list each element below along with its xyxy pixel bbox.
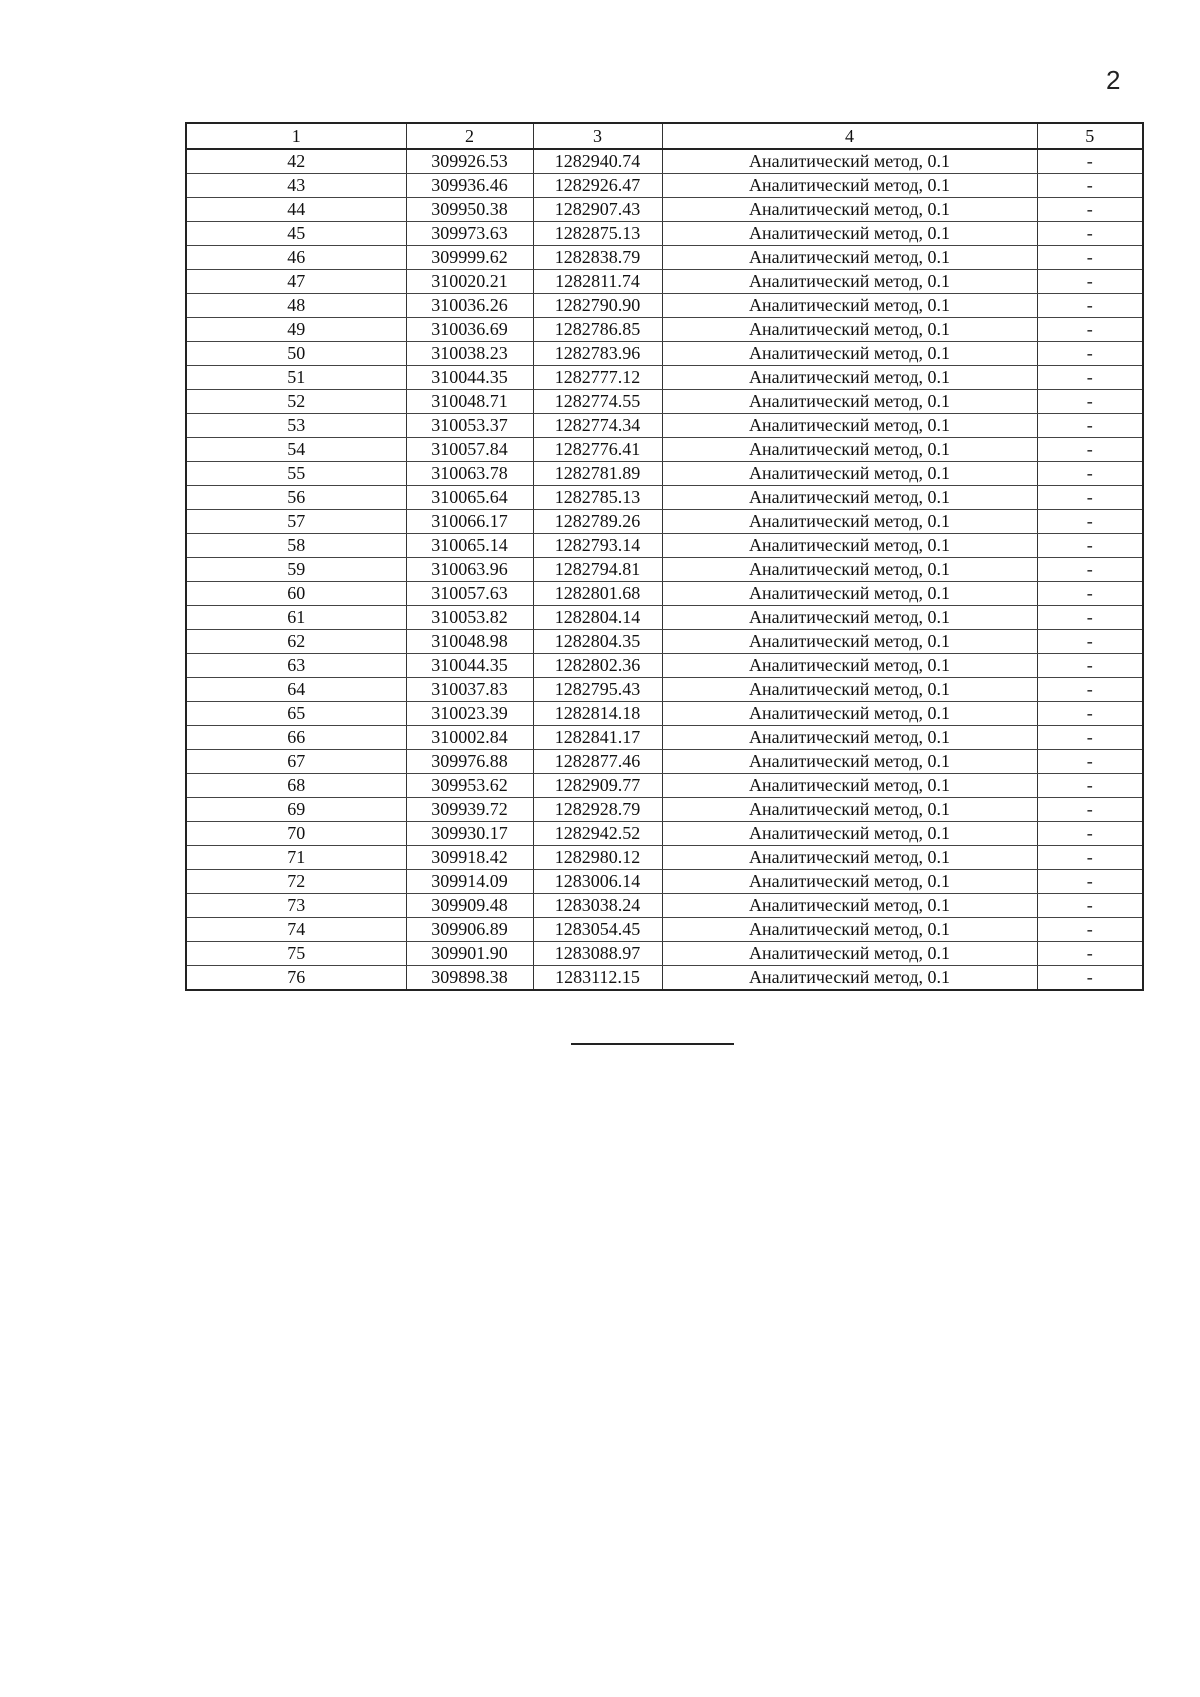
y-coordinate-cell: 1282795.43	[533, 678, 662, 702]
note-cell: -	[1037, 846, 1143, 870]
note-cell: -	[1037, 726, 1143, 750]
table-row	[186, 654, 1143, 678]
x-coordinate-cell: 309914.09	[406, 870, 533, 894]
point-number-cell: 57	[186, 510, 406, 534]
x-coordinate-cell: 310037.83	[406, 678, 533, 702]
table-row	[186, 822, 1143, 846]
note-cell: -	[1037, 702, 1143, 726]
y-coordinate-cell: 1282877.46	[533, 750, 662, 774]
method-cell: Аналитический метод, 0.1	[662, 942, 1037, 966]
y-coordinate-cell: 1282907.43	[533, 198, 662, 222]
note-cell: -	[1037, 942, 1143, 966]
y-coordinate-cell: 1283006.14	[533, 870, 662, 894]
point-number-cell: 67	[186, 750, 406, 774]
point-number-cell: 42	[186, 149, 406, 174]
y-coordinate-cell: 1282774.34	[533, 414, 662, 438]
x-coordinate-cell: 309909.48	[406, 894, 533, 918]
table-row	[186, 630, 1143, 654]
y-coordinate-cell: 1282909.77	[533, 774, 662, 798]
y-coordinate-cell: 1282804.35	[533, 630, 662, 654]
note-cell: -	[1037, 486, 1143, 510]
table-row	[186, 750, 1143, 774]
x-coordinate-cell: 310020.21	[406, 270, 533, 294]
y-coordinate-cell: 1282940.74	[533, 149, 662, 174]
table-row	[186, 438, 1143, 462]
point-number-cell: 66	[186, 726, 406, 750]
point-number-cell: 62	[186, 630, 406, 654]
column-header-5: 5	[1037, 123, 1143, 149]
method-cell: Аналитический метод, 0.1	[662, 510, 1037, 534]
table-row	[186, 174, 1143, 198]
y-coordinate-cell: 1282926.47	[533, 174, 662, 198]
table-row	[186, 198, 1143, 222]
point-number-cell: 74	[186, 918, 406, 942]
y-coordinate-cell: 1282838.79	[533, 246, 662, 270]
table-row	[186, 894, 1143, 918]
coordinates-table	[185, 122, 1144, 991]
point-number-cell: 58	[186, 534, 406, 558]
point-number-cell: 59	[186, 558, 406, 582]
method-cell: Аналитический метод, 0.1	[662, 846, 1037, 870]
method-cell: Аналитический метод, 0.1	[662, 966, 1037, 991]
note-cell: -	[1037, 558, 1143, 582]
method-cell: Аналитический метод, 0.1	[662, 198, 1037, 222]
point-number-cell: 54	[186, 438, 406, 462]
y-coordinate-cell: 1283038.24	[533, 894, 662, 918]
x-coordinate-cell: 309918.42	[406, 846, 533, 870]
x-coordinate-cell: 310002.84	[406, 726, 533, 750]
y-coordinate-cell: 1282801.68	[533, 582, 662, 606]
table-row	[186, 486, 1143, 510]
table-row	[186, 558, 1143, 582]
y-coordinate-cell: 1282794.81	[533, 558, 662, 582]
x-coordinate-cell: 310048.71	[406, 390, 533, 414]
method-cell: Аналитический метод, 0.1	[662, 270, 1037, 294]
y-coordinate-cell: 1282928.79	[533, 798, 662, 822]
method-cell: Аналитический метод, 0.1	[662, 222, 1037, 246]
x-coordinate-cell: 310063.78	[406, 462, 533, 486]
y-coordinate-cell: 1282793.14	[533, 534, 662, 558]
x-coordinate-cell: 310066.17	[406, 510, 533, 534]
point-number-cell: 51	[186, 366, 406, 390]
y-coordinate-cell: 1282811.74	[533, 270, 662, 294]
method-cell: Аналитический метод, 0.1	[662, 702, 1037, 726]
method-cell: Аналитический метод, 0.1	[662, 870, 1037, 894]
note-cell: -	[1037, 438, 1143, 462]
point-number-cell: 55	[186, 462, 406, 486]
method-cell: Аналитический метод, 0.1	[662, 558, 1037, 582]
method-cell: Аналитический метод, 0.1	[662, 246, 1037, 270]
method-cell: Аналитический метод, 0.1	[662, 366, 1037, 390]
y-coordinate-cell: 1282777.12	[533, 366, 662, 390]
x-coordinate-cell: 310057.63	[406, 582, 533, 606]
note-cell: -	[1037, 582, 1143, 606]
note-cell: -	[1037, 774, 1143, 798]
note-cell: -	[1037, 270, 1143, 294]
table-row	[186, 726, 1143, 750]
table-row	[186, 246, 1143, 270]
x-coordinate-cell: 310036.69	[406, 318, 533, 342]
method-cell: Аналитический метод, 0.1	[662, 894, 1037, 918]
method-cell: Аналитический метод, 0.1	[662, 918, 1037, 942]
method-cell: Аналитический метод, 0.1	[662, 774, 1037, 798]
table-row	[186, 846, 1143, 870]
x-coordinate-cell: 309898.38	[406, 966, 533, 991]
table-row	[186, 342, 1143, 366]
point-number-cell: 52	[186, 390, 406, 414]
x-coordinate-cell: 310063.96	[406, 558, 533, 582]
x-coordinate-cell: 310038.23	[406, 342, 533, 366]
point-number-cell: 56	[186, 486, 406, 510]
point-number-cell: 60	[186, 582, 406, 606]
point-number-cell: 69	[186, 798, 406, 822]
method-cell: Аналитический метод, 0.1	[662, 414, 1037, 438]
x-coordinate-cell: 310065.14	[406, 534, 533, 558]
method-cell: Аналитический метод, 0.1	[662, 294, 1037, 318]
x-coordinate-cell: 309999.62	[406, 246, 533, 270]
table-row	[186, 294, 1143, 318]
note-cell: -	[1037, 918, 1143, 942]
note-cell: -	[1037, 149, 1143, 174]
method-cell: Аналитический метод, 0.1	[662, 174, 1037, 198]
point-number-cell: 44	[186, 198, 406, 222]
note-cell: -	[1037, 318, 1143, 342]
table-row	[186, 510, 1143, 534]
x-coordinate-cell: 309976.88	[406, 750, 533, 774]
x-coordinate-cell: 310023.39	[406, 702, 533, 726]
note-cell: -	[1037, 750, 1143, 774]
method-cell: Аналитический метод, 0.1	[662, 342, 1037, 366]
x-coordinate-cell: 309939.72	[406, 798, 533, 822]
point-number-cell: 46	[186, 246, 406, 270]
y-coordinate-cell: 1282875.13	[533, 222, 662, 246]
note-cell: -	[1037, 534, 1143, 558]
note-cell: -	[1037, 198, 1143, 222]
table-row	[186, 918, 1143, 942]
x-coordinate-cell: 310053.82	[406, 606, 533, 630]
table-row	[186, 798, 1143, 822]
table-body	[186, 149, 1143, 990]
point-number-cell: 48	[186, 294, 406, 318]
note-cell: -	[1037, 654, 1143, 678]
y-coordinate-cell: 1282774.55	[533, 390, 662, 414]
x-coordinate-cell: 309973.63	[406, 222, 533, 246]
x-coordinate-cell: 309953.62	[406, 774, 533, 798]
method-cell: Аналитический метод, 0.1	[662, 654, 1037, 678]
note-cell: -	[1037, 606, 1143, 630]
point-number-cell: 72	[186, 870, 406, 894]
y-coordinate-cell: 1283088.97	[533, 942, 662, 966]
column-header-4: 4	[662, 123, 1037, 149]
y-coordinate-cell: 1282802.36	[533, 654, 662, 678]
method-cell: Аналитический метод, 0.1	[662, 798, 1037, 822]
note-cell: -	[1037, 366, 1143, 390]
y-coordinate-cell: 1282789.26	[533, 510, 662, 534]
column-header-1: 1	[186, 123, 406, 149]
note-cell: -	[1037, 894, 1143, 918]
table-row	[186, 774, 1143, 798]
y-coordinate-cell: 1282781.89	[533, 462, 662, 486]
note-cell: -	[1037, 966, 1143, 991]
note-cell: -	[1037, 870, 1143, 894]
y-coordinate-cell: 1282804.14	[533, 606, 662, 630]
x-coordinate-cell: 309906.89	[406, 918, 533, 942]
note-cell: -	[1037, 630, 1143, 654]
method-cell: Аналитический метод, 0.1	[662, 438, 1037, 462]
method-cell: Аналитический метод, 0.1	[662, 149, 1037, 174]
y-coordinate-cell: 1283112.15	[533, 966, 662, 991]
y-coordinate-cell: 1282790.90	[533, 294, 662, 318]
table-row	[186, 870, 1143, 894]
x-coordinate-cell: 310065.64	[406, 486, 533, 510]
table-row	[186, 942, 1143, 966]
method-cell: Аналитический метод, 0.1	[662, 318, 1037, 342]
note-cell: -	[1037, 222, 1143, 246]
x-coordinate-cell: 309926.53	[406, 149, 533, 174]
table-row	[186, 270, 1143, 294]
table-row	[186, 966, 1143, 991]
y-coordinate-cell: 1282841.17	[533, 726, 662, 750]
point-number-cell: 49	[186, 318, 406, 342]
point-number-cell: 64	[186, 678, 406, 702]
column-header-3: 3	[533, 123, 662, 149]
point-number-cell: 53	[186, 414, 406, 438]
note-cell: -	[1037, 174, 1143, 198]
note-cell: -	[1037, 462, 1143, 486]
method-cell: Аналитический метод, 0.1	[662, 630, 1037, 654]
point-number-cell: 71	[186, 846, 406, 870]
point-number-cell: 68	[186, 774, 406, 798]
method-cell: Аналитический метод, 0.1	[662, 534, 1037, 558]
method-cell: Аналитический метод, 0.1	[662, 726, 1037, 750]
point-number-cell: 75	[186, 942, 406, 966]
table-row	[186, 606, 1143, 630]
closing-divider	[571, 1043, 734, 1045]
x-coordinate-cell: 310057.84	[406, 438, 533, 462]
table-row	[186, 702, 1143, 726]
table-row	[186, 582, 1143, 606]
table-row	[186, 678, 1143, 702]
y-coordinate-cell: 1282783.96	[533, 342, 662, 366]
column-header-2: 2	[406, 123, 533, 149]
note-cell: -	[1037, 390, 1143, 414]
table-row	[186, 390, 1143, 414]
y-coordinate-cell: 1282785.13	[533, 486, 662, 510]
point-number-cell: 76	[186, 966, 406, 991]
table-row	[186, 462, 1143, 486]
note-cell: -	[1037, 678, 1143, 702]
note-cell: -	[1037, 414, 1143, 438]
note-cell: -	[1037, 510, 1143, 534]
page-number: 2	[1106, 65, 1121, 95]
table-row	[186, 318, 1143, 342]
method-cell: Аналитический метод, 0.1	[662, 606, 1037, 630]
method-cell: Аналитический метод, 0.1	[662, 582, 1037, 606]
point-number-cell: 70	[186, 822, 406, 846]
method-cell: Аналитический метод, 0.1	[662, 486, 1037, 510]
point-number-cell: 65	[186, 702, 406, 726]
note-cell: -	[1037, 342, 1143, 366]
x-coordinate-cell: 310048.98	[406, 630, 533, 654]
x-coordinate-cell: 309950.38	[406, 198, 533, 222]
note-cell: -	[1037, 798, 1143, 822]
table-row	[186, 222, 1143, 246]
note-cell: -	[1037, 822, 1143, 846]
y-coordinate-cell: 1282980.12	[533, 846, 662, 870]
note-cell: -	[1037, 294, 1143, 318]
method-cell: Аналитический метод, 0.1	[662, 390, 1037, 414]
table-row	[186, 149, 1143, 174]
point-number-cell: 50	[186, 342, 406, 366]
x-coordinate-cell: 310044.35	[406, 654, 533, 678]
point-number-cell: 61	[186, 606, 406, 630]
table-row	[186, 414, 1143, 438]
table-row	[186, 534, 1143, 558]
x-coordinate-cell: 309930.17	[406, 822, 533, 846]
method-cell: Аналитический метод, 0.1	[662, 462, 1037, 486]
x-coordinate-cell: 309936.46	[406, 174, 533, 198]
x-coordinate-cell: 310036.26	[406, 294, 533, 318]
y-coordinate-cell: 1282814.18	[533, 702, 662, 726]
table-row	[186, 366, 1143, 390]
y-coordinate-cell: 1282786.85	[533, 318, 662, 342]
y-coordinate-cell: 1283054.45	[533, 918, 662, 942]
note-cell: -	[1037, 246, 1143, 270]
x-coordinate-cell: 309901.90	[406, 942, 533, 966]
method-cell: Аналитический метод, 0.1	[662, 678, 1037, 702]
point-number-cell: 63	[186, 654, 406, 678]
method-cell: Аналитический метод, 0.1	[662, 822, 1037, 846]
y-coordinate-cell: 1282776.41	[533, 438, 662, 462]
point-number-cell: 45	[186, 222, 406, 246]
point-number-cell: 43	[186, 174, 406, 198]
table-header-row	[186, 123, 1143, 149]
x-coordinate-cell: 310044.35	[406, 366, 533, 390]
point-number-cell: 73	[186, 894, 406, 918]
x-coordinate-cell: 310053.37	[406, 414, 533, 438]
y-coordinate-cell: 1282942.52	[533, 822, 662, 846]
point-number-cell: 47	[186, 270, 406, 294]
method-cell: Аналитический метод, 0.1	[662, 750, 1037, 774]
